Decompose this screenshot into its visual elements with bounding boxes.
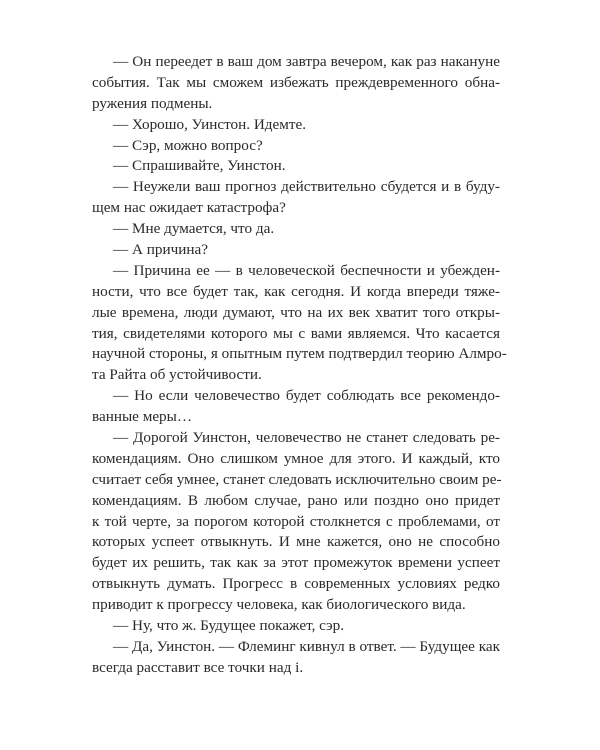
text-line: — Он переедет в ваш дом завтра вечером, как раз накануне xyxy=(113,53,500,70)
text-line: та Райта об устойчивости. xyxy=(92,366,262,384)
text-line: считает себя умнее, станет следовать исключительно своим ре- xyxy=(92,470,502,488)
text-line: — Но если человечество будет соблюдать все рекомендо- xyxy=(113,387,500,405)
text-line: отвыкнуть думать. Прогресс в современных условиях редко xyxy=(92,575,500,593)
text-line: ности, что все будет так, как сегодня. И когда впереди тяже- xyxy=(92,282,500,300)
text-line: будет их решить, так как за этот промежуток времени успеет xyxy=(92,554,500,572)
text-line: к той черте, за порогом которой столкнется с проблемами, от xyxy=(92,512,500,530)
text-line: — Ну, что ж. Будущее покажет, сэр. xyxy=(113,617,345,635)
text-line: события. Так мы сможем избежать преждевременного обна- xyxy=(92,73,500,91)
text-line: ванные меры… xyxy=(92,408,193,426)
page-text xyxy=(92,52,507,679)
text-line: научной стороны, я опытным путем подтвердил теорию Алмро- xyxy=(92,345,507,363)
text-line: — Мне думается, что да. xyxy=(113,220,275,238)
text-line: щем нас ожидает катастрофа? xyxy=(92,199,286,217)
text-line: — Неужели ваш прогноз действительно сбудется и в буду- xyxy=(113,178,500,196)
text-line: которых успеет отвыкнуть. И мне кажется, оно не способно xyxy=(92,533,500,551)
text-line: — А причина? xyxy=(113,241,208,259)
text-line: ружения подмены. xyxy=(92,94,213,112)
text-line: тия, свидетелями которого мы с вами являемся. Что касается xyxy=(92,324,500,342)
text-line: комендациям. В любом случае, рано или поздно оно придет xyxy=(92,491,500,509)
text-line: приводит к прогрессу человека, как биологического вида. xyxy=(92,596,466,614)
text-line: — Сэр, можно вопрос? xyxy=(113,136,263,154)
text-line: — Спрашивайте, Уинстон. xyxy=(113,157,286,175)
text-line: — Причина ее — в человеческой беспечности и убежден- xyxy=(113,261,500,279)
text-line: лые времена, люди думают, что на их век хватит того откры- xyxy=(92,303,500,321)
text-line: — Хорошо, Уинстон. Идемте. xyxy=(113,115,307,133)
text-line: всегда расставит все точки над i. xyxy=(92,658,304,676)
text-line: — Да, Уинстон. — Флеминг кивнул в ответ. — Будущее как xyxy=(113,637,500,655)
text-line: комендациям. Оно слишком умное для этого. И каждый, кто xyxy=(92,449,500,467)
text-line: — Дорогой Уинстон, человечество не станет следовать ре- xyxy=(113,429,500,447)
